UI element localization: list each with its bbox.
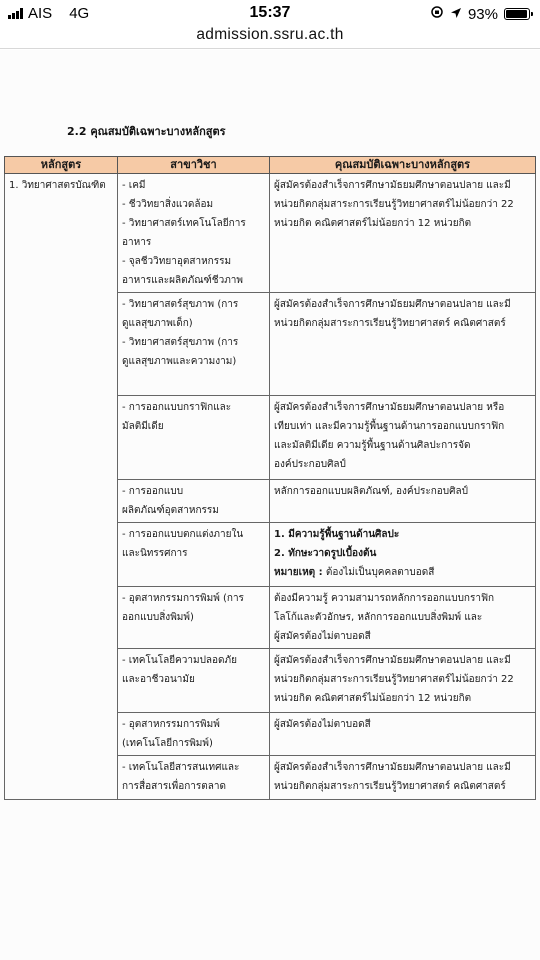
qualification-line: หน่วยกิต คณิตศาสตร์ไม่น้อยกว่า 12 หน่วยกิต — [274, 693, 472, 704]
qualification-cell — [270, 713, 536, 756]
battery-percent: 93% — [467, 5, 498, 23]
major-line: อาหารและผลิตภัณฑ์ชีวภาพ — [122, 275, 243, 286]
qualification-cell — [270, 587, 536, 649]
qualification-line: ผู้สมัครต้องสำเร็จการศึกษามัธยมศึกษาตอนปลาย และมี — [274, 180, 511, 191]
status-bar — [0, 0, 540, 26]
qualification-line: หลักการออกแบบผลิตภัณฑ์, องค์ประกอบศิลป์ — [274, 486, 468, 497]
major-cell — [118, 523, 270, 587]
qualification-cell — [270, 396, 536, 480]
major-line: มัลติมีเดีย — [122, 421, 164, 432]
qualification-line: 1. มีความรู้พื้นฐานด้านศิลปะ — [274, 529, 400, 540]
header-qualifications: คุณสมบัติเฉพาะบางหลักสูตร — [270, 157, 536, 174]
qualification-cell — [270, 293, 536, 396]
major-cell — [118, 756, 270, 800]
qualification-line: องค์ประกอบศิลป์ — [274, 459, 346, 470]
program-name: 1. วิทยาศาสตรบัณฑิต — [9, 180, 106, 191]
major-line: - การออกแบบกราฟิกและ — [122, 402, 232, 413]
qualification-line: ผู้สมัครต้องไม่ตาบอดสี — [274, 631, 371, 642]
qualification-cell — [270, 480, 536, 523]
major-line: การสื่อสารเพื่อการตลาด — [122, 781, 227, 792]
major-line: - อุตสาหกรรมการพิมพ์ — [122, 719, 220, 730]
program-cell — [5, 713, 118, 756]
major-line: - อุตสาหกรรมการพิมพ์ (การ — [122, 593, 244, 604]
qualification-note — [274, 563, 532, 582]
location-icon — [450, 6, 462, 23]
major-line: - ชีววิทยาสิ่งแวดล้อม — [122, 199, 214, 210]
major-line: - การออกแบบ — [122, 486, 184, 497]
qualification-line: หน่วยกิตกลุ่มสาระการเรียนรู้วิทยาศาสตร์ คณิตศาสตร์ — [274, 318, 506, 329]
major-line: และอาชีวอนามัย — [122, 674, 195, 685]
table-row — [5, 523, 536, 587]
major-line: อาหาร — [122, 237, 152, 248]
orientation-lock-icon — [430, 5, 444, 23]
program-cell — [5, 396, 118, 480]
table-row — [5, 756, 536, 800]
qualification-line: หน่วยกิต คณิตศาสตร์ไม่น้อยกว่า 12 หน่วยกิต — [274, 218, 472, 229]
carrier-label: AIS — [28, 5, 53, 22]
table-row — [5, 396, 536, 480]
major-line: (เทคโนโลยีการพิมพ์) — [122, 738, 213, 749]
qualification-cell — [270, 756, 536, 800]
qualification-line: หน่วยกิตกลุ่มสาระการเรียนรู้วิทยาศาสตร์ คณิตศาสตร์ — [274, 781, 506, 792]
qualification-cell — [270, 649, 536, 713]
url-bar[interactable] — [0, 26, 540, 48]
qualification-line: เทียบเท่า และมีความรู้พื้นฐานด้านการออกแบบกราฟิก — [274, 421, 505, 432]
major-line: - วิทยาศาสตร์สุขภาพ (การ — [122, 337, 239, 348]
major-cell — [118, 174, 270, 293]
program-cell — [5, 523, 118, 587]
qualification-line: ผู้สมัครต้องสำเร็จการศึกษามัธยมศึกษาตอนปลาย และมี — [274, 762, 511, 773]
toolbar-divider — [0, 48, 540, 49]
major-cell — [118, 293, 270, 396]
major-cell — [118, 396, 270, 480]
qualification-line: ต้องมีความรู้ ความสามารถหลักการออกแบบกราฟิก — [274, 593, 495, 604]
table-row — [5, 174, 536, 293]
battery-icon — [504, 8, 530, 20]
major-line: - เทคโนโลยีสารสนเทศและ — [122, 762, 240, 773]
major-line: ดูแลสุขภาพและความงาม) — [122, 356, 237, 367]
qualifications-table — [4, 156, 536, 800]
qualification-line: ผู้สมัครต้องสำเร็จการศึกษามัธยมศึกษาตอนปลาย และมี — [274, 299, 511, 310]
table-row — [5, 293, 536, 396]
qualification-line: 2. ทักษะวาดรูปเบื้องต้น — [274, 548, 377, 559]
qualification-line: หน่วยกิตกลุ่มสาระการเรียนรู้วิทยาศาสตร์ไม่น้อยกว่า 22 — [274, 674, 514, 685]
status-right — [430, 5, 530, 23]
network-label: 4G — [69, 5, 90, 22]
program-cell — [5, 649, 118, 713]
major-line: - วิทยาศาสตร์สุขภาพ (การ — [122, 299, 239, 310]
major-line: - เทคโนโลยีความปลอดภัย — [122, 655, 237, 666]
qualification-line: หน่วยกิตกลุ่มสาระการเรียนรู้วิทยาศาสตร์ไม่น้อยกว่า 22 — [274, 199, 514, 210]
qualification-line: ผู้สมัครต้องสำเร็จการศึกษามัธยมศึกษาตอนปลาย และมี — [274, 655, 511, 666]
major-cell — [118, 587, 270, 649]
qualification-line: ผู้สมัครต้องไม่ตาบอดสี — [274, 719, 371, 730]
major-line: - จุลชีววิทยาอุตสาหกรรม — [122, 256, 232, 267]
qualification-line: และมัลติมีเดีย ความรู้พื้นฐานด้านศิลปะการจัด — [274, 440, 471, 451]
status-time: 15:37 — [249, 4, 291, 21]
major-cell — [118, 480, 270, 523]
program-cell — [5, 480, 118, 523]
major-line: - เคมี — [122, 180, 146, 191]
program-cell — [5, 174, 118, 293]
major-line: และนิทรรศการ — [122, 548, 188, 559]
major-cell — [118, 713, 270, 756]
table-row — [5, 480, 536, 523]
major-line: - วิทยาศาสตร์เทคโนโลยีการ — [122, 218, 246, 229]
url-text[interactable]: admission.ssru.ac.th — [196, 26, 344, 43]
section-title: 2.2 คุณสมบัติเฉพาะบางหลักสูตร — [67, 125, 226, 138]
note-label: หมายเหตุ : — [274, 567, 323, 578]
header-major: สาขาวิชา — [118, 157, 270, 174]
major-line: ออกแบบสิ่งพิมพ์) — [122, 612, 194, 623]
document-page — [0, 50, 540, 960]
program-cell — [5, 587, 118, 649]
qualification-line: ผู้สมัครต้องสำเร็จการศึกษามัธยมศึกษาตอนปลาย หรือ — [274, 402, 505, 413]
major-line: ผลิตภัณฑ์อุตสาหกรรม — [122, 505, 219, 516]
major-line: - การออกแบบตกแต่งภายใน — [122, 529, 244, 540]
qualification-cell — [270, 523, 536, 587]
major-cell — [118, 649, 270, 713]
table-header-row — [5, 157, 536, 174]
note-text: ต้องไม่เป็นบุคคลตาบอดสี — [322, 567, 435, 578]
major-line: ดูแลสุขภาพเด็ก) — [122, 318, 193, 329]
program-cell — [5, 293, 118, 396]
qualification-line: โลโก้และตัวอักษร, หลักการออกแบบสิ่งพิมพ์ และ — [274, 612, 483, 623]
table-row — [5, 713, 536, 756]
program-cell — [5, 756, 118, 800]
table-row — [5, 649, 536, 713]
header-program: หลักสูตร — [5, 157, 118, 174]
table-row — [5, 587, 536, 649]
qualification-cell — [270, 174, 536, 293]
